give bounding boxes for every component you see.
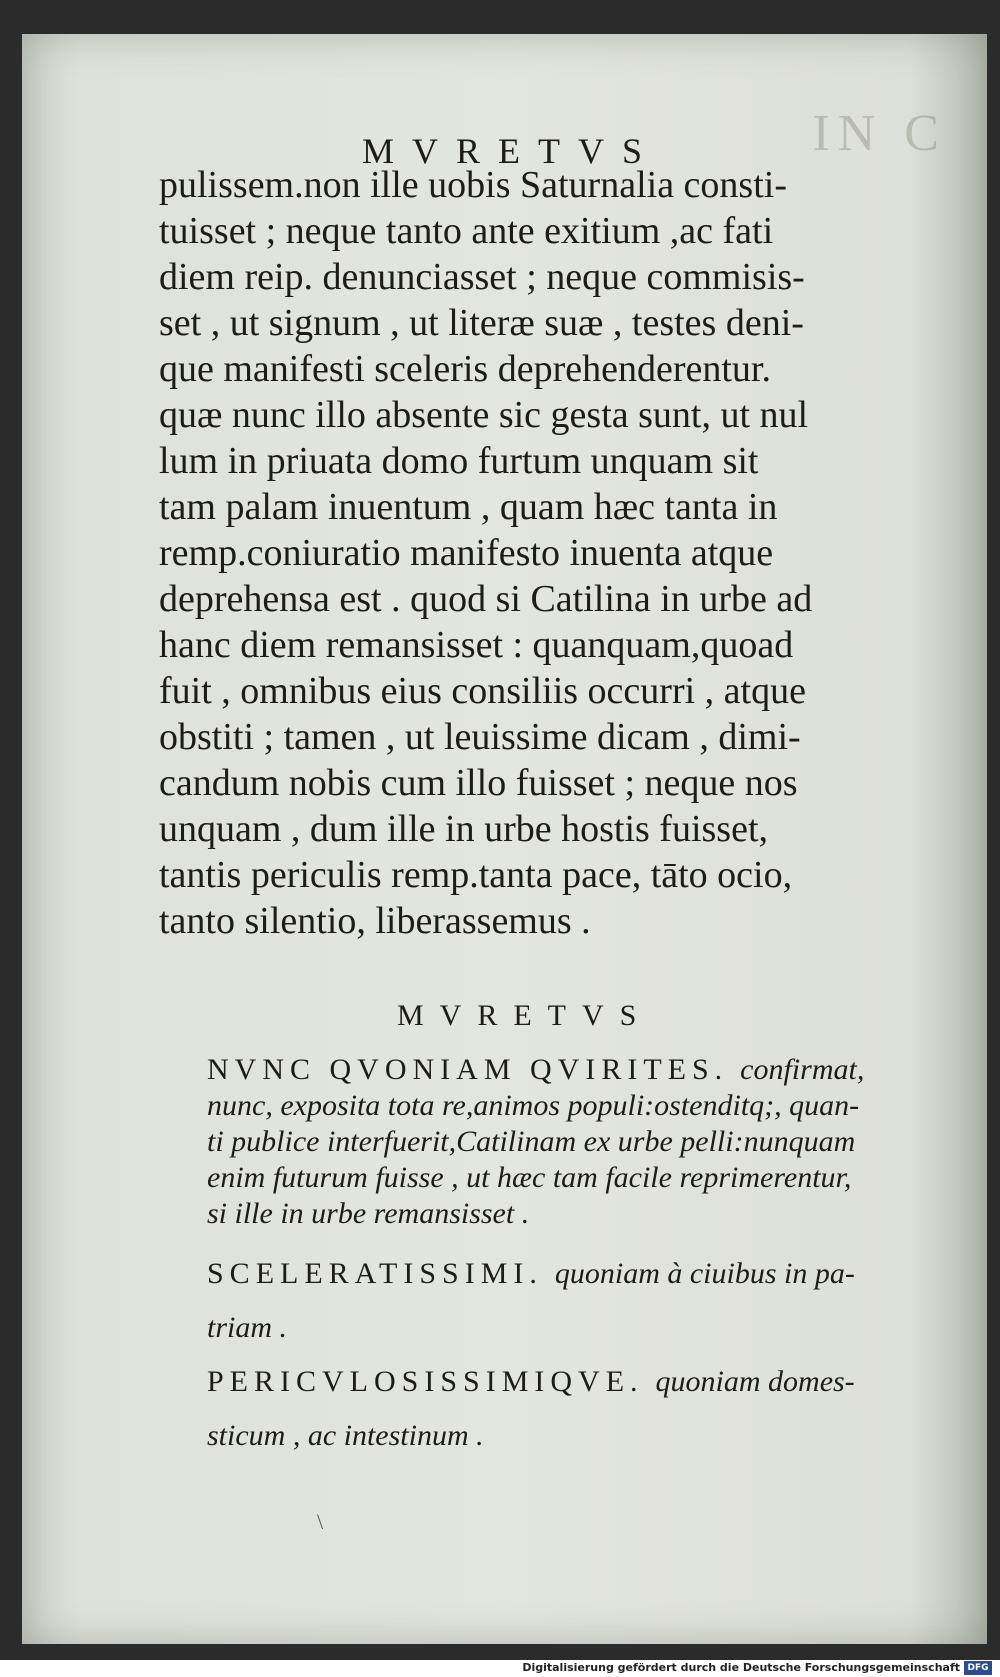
commentary-line [207, 1256, 977, 1292]
dfg-logo-icon: DFG [964, 1661, 992, 1675]
page-text [22, 34, 987, 1644]
commentary-line [207, 1310, 977, 1346]
commentary-line [207, 1160, 977, 1196]
bleed-through-text: IN C [812, 105, 947, 162]
commentary-text: confirmat, [740, 1053, 865, 1086]
commentary-lemma: SCELERATISSIMI. [207, 1257, 543, 1290]
commentary-line [207, 1418, 977, 1454]
commentary-line [207, 1124, 977, 1160]
body-line: candum nobis cum illo fuisset ; neque nos [159, 762, 798, 804]
commentary-line [207, 1088, 977, 1124]
body-line: tantis periculis remp.tanta pace, tāto ocio, [159, 854, 793, 896]
body-line: tuisset ; neque tanto ante exitium ,ac fati [159, 210, 774, 252]
commentary-text: triam . [207, 1311, 288, 1344]
body-line: remp.coniuratio manifesto inuenta atque [159, 532, 774, 574]
commentary-line [207, 1364, 977, 1400]
commentary-text: enim futurum fuisse , ut hæc tam facile reprimerentur, [207, 1161, 852, 1194]
commentary-text: ti publice interfuerit,Catilinam ex urbe pelli:nunquam [207, 1125, 856, 1158]
commentary-text: quoniam à ciuibus in pa‐ [554, 1257, 855, 1290]
body-line: deprehensa est . quod si Catilina in urbe ad [159, 578, 813, 620]
commentary-text: quoniam domes‐ [655, 1365, 855, 1398]
body-line: fuit , omnibus eius consiliis occurri , atque [159, 670, 806, 712]
footer-credit: Digitalisierung gefördert durch die Deutsche Forschungsgemeinschaft [522, 1661, 960, 1674]
body-line: tam palam inuentum , quam hæc tanta in [159, 486, 778, 528]
body-line: obstiti ; tamen , ut leuissime dicam , dimi‐ [159, 716, 801, 758]
running-header: MVRETVS [362, 131, 661, 171]
commentary-line [207, 1196, 977, 1232]
body-line: unquam , dum ille in urbe hostis fuisset, [159, 808, 769, 850]
body-line: tanto silentio, liberassemus . [159, 900, 591, 942]
book-page [22, 34, 987, 1644]
body-line: hanc diem remansisset : quanquam,quoad [159, 624, 794, 666]
commentary-text: nunc, exposita tota re,animos populi:ostenditq;, quan‐ [207, 1089, 860, 1122]
body-line: que manifesti sceleris deprehenderentur. [159, 348, 771, 390]
stray-mark: \ [317, 1509, 324, 1534]
body-line: diem reip. denunciasset ; neque commisis‐ [159, 256, 805, 298]
body-line: lum in priuata domo furtum unquam sit [159, 440, 759, 482]
commentary-text: sticum , ac intestinum . [207, 1419, 484, 1452]
body-line: quæ nunc illo absente sic gesta sunt, ut nul [159, 394, 809, 436]
body-line: set , ut signum , ut literæ suæ , testes deni‐ [159, 302, 804, 344]
commentary-line [207, 1052, 977, 1088]
commentary-lemma: PERICVLOSISSIMIQVE. [207, 1365, 644, 1398]
commentary-header: MVRETVS [397, 999, 653, 1032]
commentary-text: si ille in urbe remansisset . [207, 1197, 530, 1230]
commentary-lemma: NVNC QVONIAM QVIRITES. [207, 1053, 729, 1086]
body-line: pulissem.non ille uobis Saturnalia consti‐ [159, 164, 787, 206]
